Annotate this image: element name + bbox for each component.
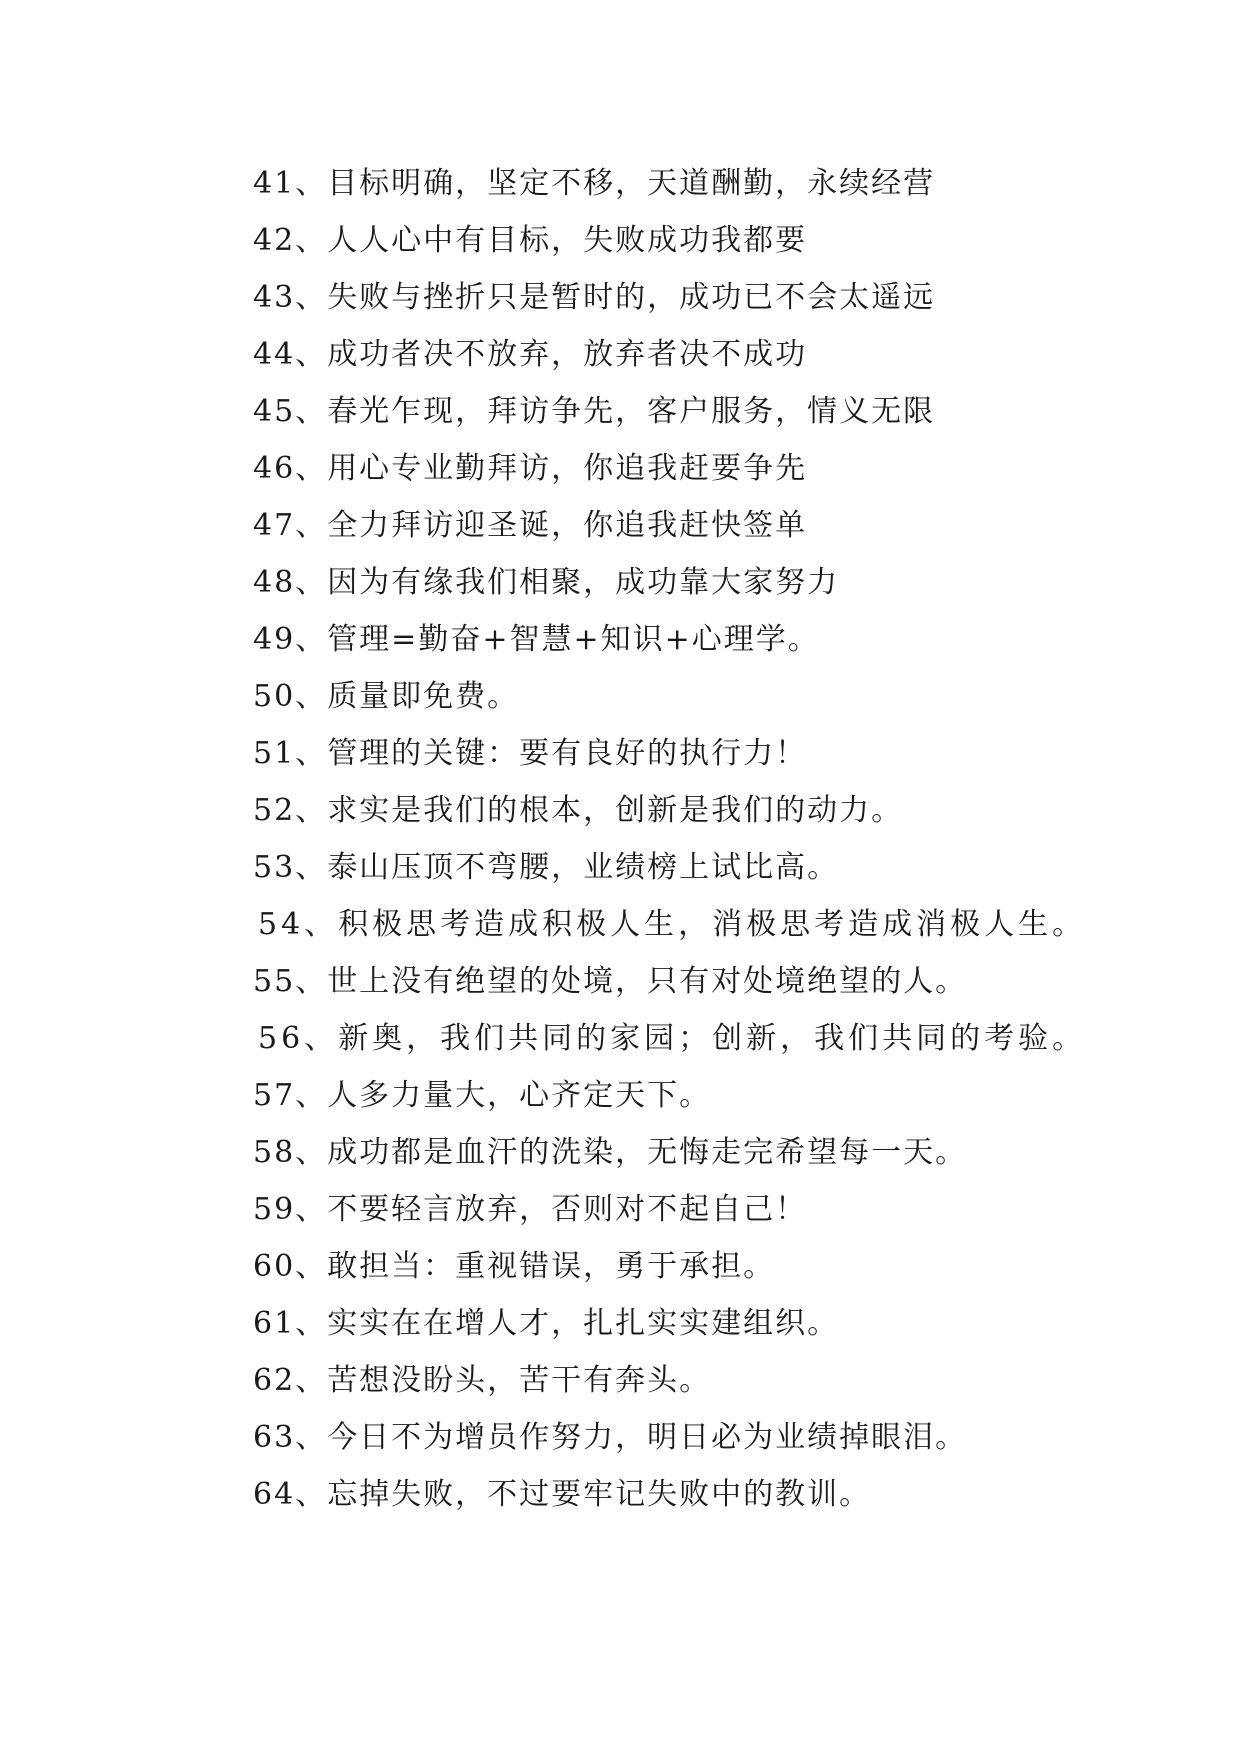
item-text: 春光乍现，拜访争先，客户服务，情义无限	[327, 394, 936, 429]
list-item	[253, 563, 839, 603]
item-text: 失败与挫折只是暂时的，成功已不会太遥远	[327, 280, 936, 315]
item-text: 不要轻言放弃，否则对不起自己！	[327, 1192, 808, 1227]
item-text: 实实在在增人才，扎扎实实建组织。	[327, 1306, 840, 1341]
item-number: 50、	[253, 679, 328, 714]
item-number: 61、	[253, 1306, 328, 1341]
list-item	[253, 734, 807, 774]
item-number: 54、	[258, 907, 339, 942]
list-item	[253, 620, 820, 660]
item-number: 53、	[253, 850, 328, 885]
list-item	[253, 1133, 967, 1173]
list-item	[253, 278, 935, 318]
item-text: 忘掉失败，不过要牢记失败中的教训。	[327, 1477, 872, 1512]
item-text: 人人心中有目标，失败成功我都要	[327, 223, 808, 258]
item-text: 新奥，我们共同的家园；创新，我们共同的考验。	[338, 1021, 1087, 1056]
item-text: 苦想没盼头，苦干有奔头。	[327, 1363, 712, 1398]
list-item	[253, 221, 807, 261]
item-number: 44、	[253, 337, 328, 372]
item-text: 目标明确，坚定不移，天道酬勤，永续经营	[327, 166, 936, 201]
list-item	[253, 335, 807, 375]
item-number: 60、	[253, 1249, 328, 1284]
list-item	[253, 449, 807, 489]
item-text: 管理=勤奋+智慧+知识+心理学。	[327, 622, 820, 657]
list-item	[253, 677, 519, 717]
list-item	[253, 392, 935, 432]
item-text: 今日不为增员作努力，明日必为业绩掉眼泪。	[327, 1420, 968, 1455]
list-item	[253, 1475, 871, 1515]
list-item	[253, 1418, 967, 1458]
list-item	[253, 962, 967, 1002]
item-text: 成功都是血汗的洗染，无悔走完希望每一天。	[327, 1135, 968, 1170]
item-number: 58、	[253, 1135, 328, 1170]
item-number: 41、	[253, 166, 328, 201]
item-number: 49、	[253, 622, 328, 657]
item-number: 59、	[253, 1192, 328, 1227]
item-number: 42、	[253, 223, 328, 258]
item-number: 43、	[253, 280, 328, 315]
item-text: 求实是我们的根本，创新是我们的动力。	[327, 793, 904, 828]
list-item	[258, 905, 1086, 945]
item-number: 62、	[253, 1363, 328, 1398]
item-number: 46、	[253, 451, 328, 486]
list-item	[253, 848, 839, 888]
item-number: 57、	[253, 1078, 328, 1113]
list-item	[253, 1304, 839, 1344]
item-text: 世上没有绝望的处境，只有对处境绝望的人。	[327, 964, 968, 999]
item-number: 52、	[253, 793, 328, 828]
list-item	[253, 1247, 775, 1287]
item-number: 63、	[253, 1420, 328, 1455]
item-number: 48、	[253, 565, 328, 600]
item-number: 51、	[253, 736, 328, 771]
item-text: 泰山压顶不弯腰，业绩榜上试比高。	[327, 850, 840, 885]
list-item	[258, 1019, 1086, 1059]
item-text: 管理的关键：要有良好的执行力！	[327, 736, 808, 771]
item-text: 因为有缘我们相聚，成功靠大家努力	[327, 565, 840, 600]
item-text: 用心专业勤拜访，你追我赶要争先	[327, 451, 808, 486]
list-item	[253, 1190, 807, 1230]
item-text: 积极思考造成积极人生，消极思考造成消极人生。	[338, 907, 1087, 942]
item-number: 45、	[253, 394, 328, 429]
item-number: 55、	[253, 964, 328, 999]
item-text: 人多力量大，心齐定天下。	[327, 1078, 712, 1113]
list-item	[253, 164, 935, 204]
list-item	[253, 791, 903, 831]
item-text: 全力拜访迎圣诞，你追我赶快签单	[327, 508, 808, 543]
list-item	[253, 1361, 711, 1401]
item-text: 敢担当：重视错误，勇于承担。	[327, 1249, 776, 1284]
list-item	[253, 506, 807, 546]
item-number: 56、	[258, 1021, 339, 1056]
list-item	[253, 1076, 711, 1116]
item-text: 质量即免费。	[327, 679, 520, 714]
item-number: 64、	[253, 1477, 328, 1512]
item-number: 47、	[253, 508, 328, 543]
item-text: 成功者决不放弃，放弃者决不成功	[327, 337, 808, 372]
